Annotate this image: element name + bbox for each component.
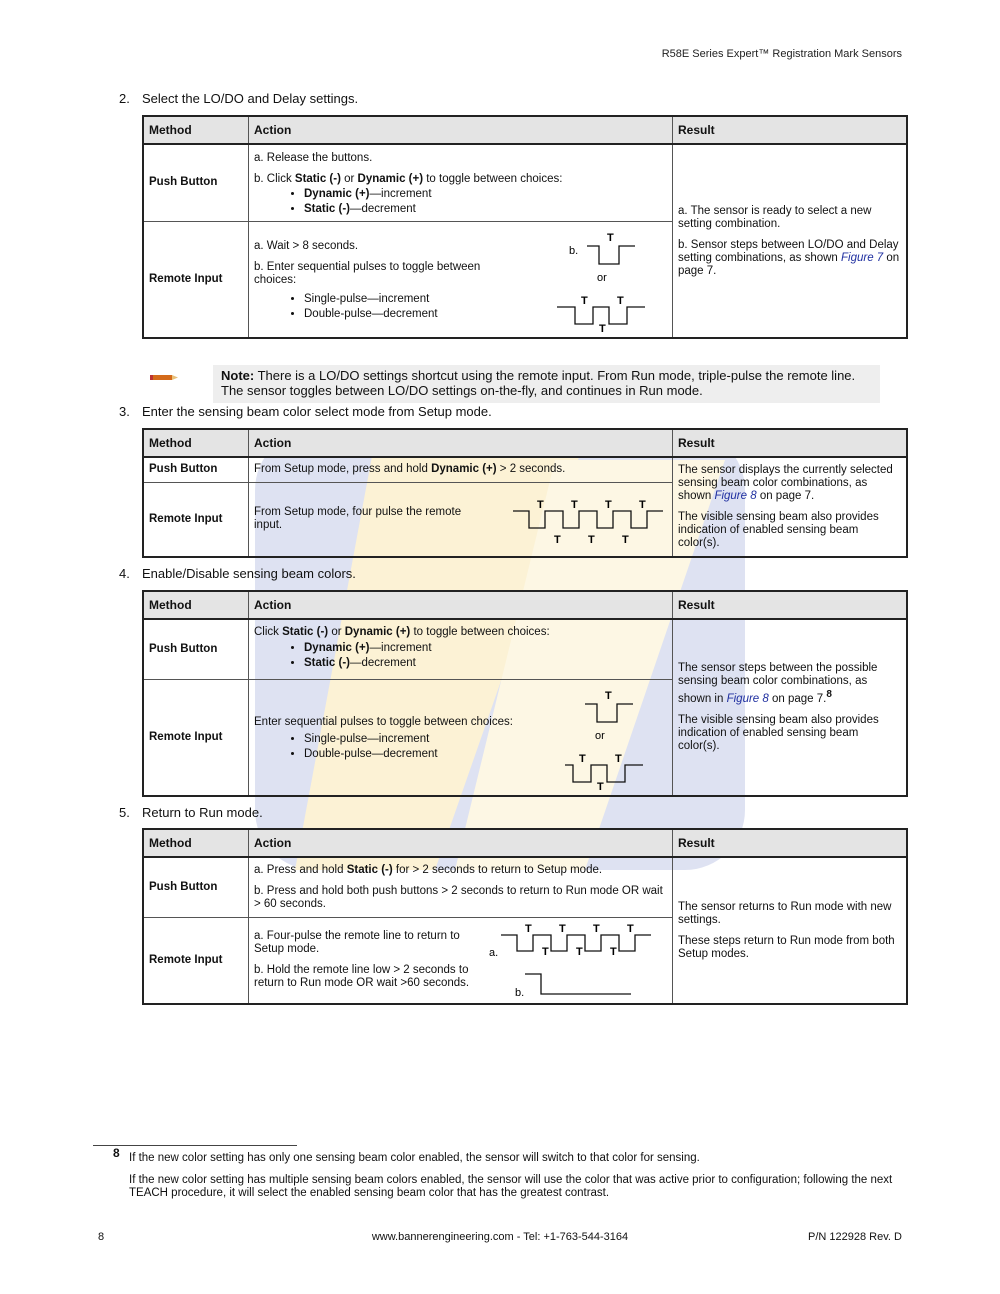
running-header: R58E Series Expert™ Registration Mark Sensors [661,48,902,60]
method-push: Push Button [143,144,249,221]
svg-text:or: or [597,271,607,284]
return-pulse-diagram [485,920,665,1002]
svg-text:b.: b. [569,244,579,257]
action-remote: From Setup mode, four pulse the remote input. T T T T T T T [249,482,673,557]
result-cell: The sensor displays the currently selected sensing beam color combinations, as shown Figure 8 on page 7. The visible sensing beam also provides indication of enabled sensing beam color(s). [673,457,908,557]
step-5: 5. Return to Run mode. [119,805,263,820]
svg-text:T: T [607,231,614,244]
method-remote: Remote Input [143,221,249,338]
footnote-ref[interactable]: 8 [826,689,832,701]
svg-text:T: T [525,922,532,935]
figure-8-link[interactable]: Figure 8 [726,692,769,705]
step-text: Select the LO/DO and Delay settings. [142,91,359,106]
figure-7-link[interactable]: Figure 7 [841,251,884,264]
svg-text:T: T [542,945,549,958]
footnote-text-2: If the new color setting has multiple sensing beam colors enabled, the sensor will use the color that was active prior to configuration; following the next TEACH procedure, it will select the enabled sensing beam color that has the greatest contrast. [129,1174,893,1199]
action-remote: a. Four-pulse the remote line to return to Setup mode. b. Hold the remote line low > 2 seconds to return to Run mode OR wait >60 seconds. a. b. T T T T T T T [249,917,673,1004]
svg-text:T: T [593,922,600,935]
action-push: From Setup mode, press and hold Dynamic (+) > 2 seconds. [249,457,673,482]
pulse-diagram [565,684,665,794]
svg-text:T: T [599,322,606,335]
figure-8-link[interactable]: Figure 8 [714,490,757,502]
svg-text:T: T [605,689,612,702]
method-remote: Remote Input [143,679,249,796]
svg-text:T: T [571,498,578,511]
svg-text:T: T [627,922,634,935]
pencil-icon [150,372,180,384]
list-item: • Static (-)—decrement [304,657,667,670]
method-push: Push Button [143,619,249,679]
step-3: 3. Enter the sensing beam color select mode from Setup mode. [119,404,492,419]
page-number: 8 [98,1231,105,1243]
svg-text:T: T [610,945,617,958]
step-2 [119,91,358,106]
svg-text:T: T [597,780,604,793]
svg-text:or: or [595,729,605,742]
footnote-mark: 8 [113,1146,120,1160]
list-item: • Single-pulse—increment [304,733,544,746]
svg-text:T: T [605,498,612,511]
method-remote: Remote Input [143,482,249,557]
svg-text:T: T [554,533,561,545]
lodo-delay-table [142,115,908,339]
svg-text:T: T [615,752,622,765]
svg-text:T: T [559,922,566,935]
action-push: a. Press and hold Static (-) for > 2 seconds to return to Setup mode. b. Press and hold both push buttons > 2 seconds to return to Run mode OR wait > 60 seconds. [249,857,673,917]
step-number: 2. [119,91,130,106]
svg-text:T: T [639,498,646,511]
list-item: • Dynamic (+)—increment [304,188,667,201]
beam-color-enable-table: Method Action Result Push Button Click Static (-) or Dynamic (+) to toggle between choices: • Dynamic (+)—increment • Static (-)—decrement The sensor steps between the possible sensing beam color combinations, as shown in Figure 8 on page 7.$^8$ The visible sensing beam also provides indication of enabled sensing beam color(s). Remote Input Enter sequential pulses to toggle between choices: • Single-pulse—increment • Double-pulse—decrement T or T T T [142,590,908,797]
footnote-text-1: If the new color setting has only one sensing beam color enabled, the sensor will switch to that color for sensing. [129,1152,700,1164]
svg-text:a.: a. [489,946,499,959]
svg-text:T: T [588,533,595,545]
result-cell: a. The sensor is ready to select a new setting combination. b. Sensor steps between LO/DO and Delay setting combinations, as shown Figure 7 on page 7. [673,144,908,338]
svg-text:T: T [622,533,629,545]
part-number: P/N 122928 Rev. D [808,1231,902,1243]
action-push: Click Static (-) or Dynamic (+) to toggle between choices: • Dynamic (+)—increment • Static (-)—decrement [249,619,673,679]
svg-text:T: T [617,294,624,307]
list-item: • Static (-)—decrement [304,203,667,216]
method-push: Push Button [143,457,249,482]
list-item: • Single-pulse—increment [304,293,504,306]
action-remote: Enter sequential pulses to toggle between choices: • Single-pulse—increment • Double-pulse—decrement T or T T T [249,679,673,796]
svg-text:T: T [581,294,588,307]
svg-text:T: T [579,752,586,765]
col-method: Method [143,116,249,144]
method-push: Push Button [143,857,249,917]
step-4: 4. Enable/Disable sensing beam colors. [119,566,356,581]
svg-text:b.: b. [515,986,525,999]
svg-text:T: T [537,498,544,511]
list-item: • Double-pulse—decrement [304,308,504,321]
result-cell: The sensor steps between the possible sensing beam color combinations, as shown in Figure 8 on page 7.$^8$ The visible sensing beam also provides indication of enabled sensing beam color(s). [673,619,908,796]
col-action: Action [249,116,673,144]
action-push: a. Release the buttons. b. Click Static (-) or Dynamic (+) to toggle between choices: • Dynamic (+)—increment • Static (-)—decrement [249,144,673,221]
list-item: • Dynamic (+)—increment [304,642,667,655]
contact-line: www.bannerengineering.com - Tel: +1-763-544-3164 [371,1231,629,1243]
four-pulse-diagram [511,497,666,545]
list-item: • Double-pulse—decrement [304,748,544,761]
footnote-rule [93,1145,297,1146]
svg-text:T: T [576,945,583,958]
action-remote: a. Wait > 8 seconds. b. Enter sequential pulses to toggle between choices: • Single-pulse—increment • Double-pulse—decrement b. T or T T T [249,221,673,338]
note-box: Note: There is a LO/DO settings shortcut using the remote input. From Run mode, triple-pulse the remote line. The sensor toggles between LO/DO settings on-the-fly, and continues in Run mode. [213,365,880,403]
pulse-diagram [549,226,659,336]
return-run-table: Method Action Result Push Button a. Press and hold Static (-) for > 2 seconds to return to Setup mode. b. Press and hold both push buttons > 2 seconds to return to Run mode OR wait > 60 seconds. The sensor returns to Run mode with new settings. These steps return to Run mode from both Setup modes. Remote Input a. Four-pulse the remote line to return to Setup mode. b. Hold the remote line low > 2 seconds to return to Run mode OR wait >60 seconds. a. b. T T T T T T T [142,828,908,1005]
result-cell: The sensor returns to Run mode with new settings. These steps return to Run mode from both Setup modes. [673,857,908,1004]
col-result: Result [673,116,908,144]
method-remote: Remote Input [143,917,249,1004]
beam-color-select-table: Method Action Result Push Button From Setup mode, press and hold Dynamic (+) > 2 seconds. The sensor displays the currently selected sensing beam color combinations, as shown Figure 8 on page 7. The visible sensing beam also provides indication of enabled sensing beam color(s). Remote Input From Setup mode, four pulse the remote input. T T T T T T T [142,428,908,558]
